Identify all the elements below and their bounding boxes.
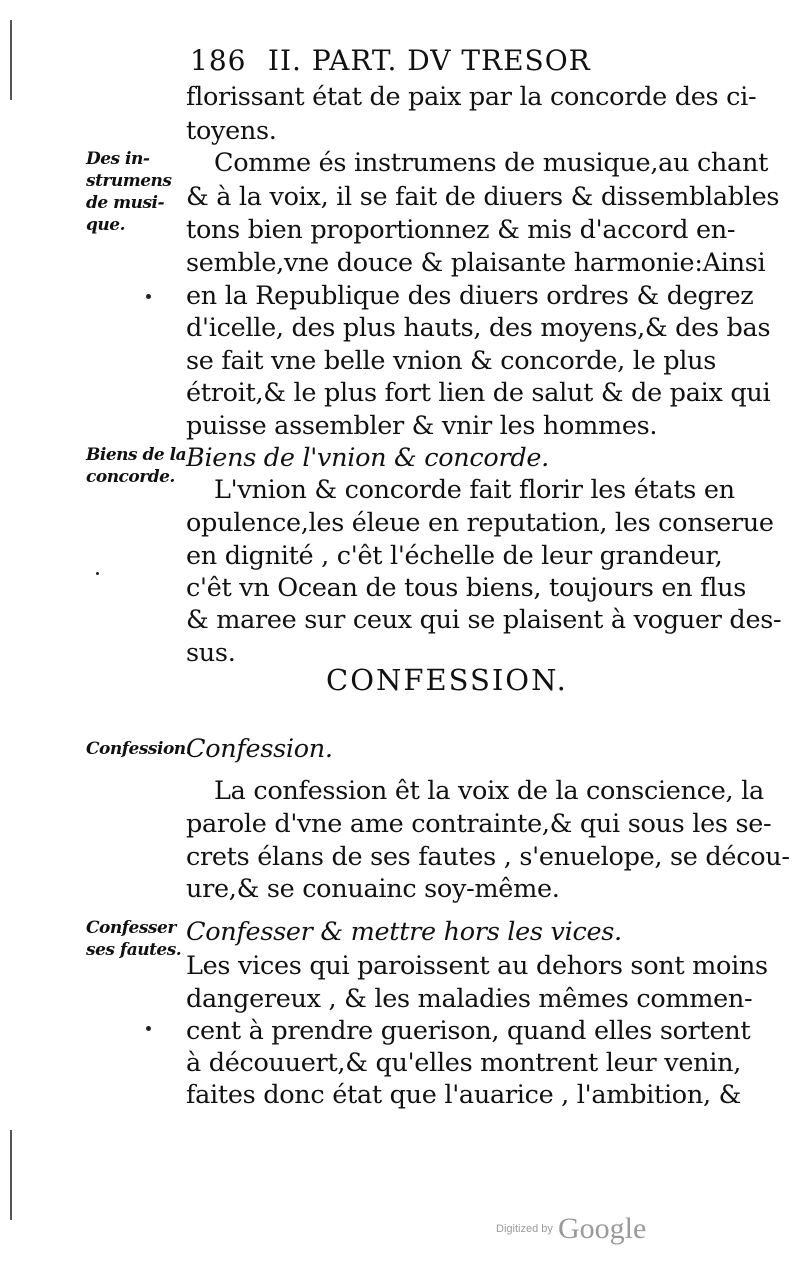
text-line: La confession êt la voix de la conscience, la xyxy=(214,776,764,806)
watermark-prefix: Digitized by xyxy=(496,1223,553,1235)
text-line: parole d'vne ame contrainte,& qui sous les se- xyxy=(186,809,772,839)
text-line: semble,vne douce & plaisante harmonie:Ainsi xyxy=(186,248,766,278)
text-line: opulence,les éleue en reputation, les conserue xyxy=(186,508,774,538)
subheading: Confesser & mettre hors les vices. xyxy=(186,917,622,947)
margin-note-line: Biens de la xyxy=(86,445,187,465)
margin-note-line: Des in- xyxy=(86,149,150,169)
text-line: c'êt vn Ocean de tous biens, toujours en flus xyxy=(186,573,747,603)
margin-note xyxy=(86,917,182,961)
print-speck xyxy=(146,1026,151,1031)
print-speck xyxy=(146,294,151,299)
margin-note-line: strumens xyxy=(86,171,172,191)
text-line: Les vices qui paroissent au dehors sont moins xyxy=(186,951,768,981)
text-line: se fait vne belle vnion & concorde, le plus xyxy=(186,346,716,376)
scan-edge-mark xyxy=(10,1130,12,1220)
text-line: cent à prendre guerison, quand elles sortent xyxy=(186,1016,751,1046)
text-line: étroit,& le plus fort lien de salut & de paix qui xyxy=(186,378,771,408)
text-line: crets élans de ses fautes , s'enuelope, se décou- xyxy=(186,842,790,872)
text-line: Comme és instrumens de musique,au chant xyxy=(214,148,769,178)
margin-note-line: Confesser xyxy=(86,918,176,938)
margin-note xyxy=(86,738,192,760)
margin-note-line: que. xyxy=(86,215,125,235)
subheading: Confession. xyxy=(186,734,333,764)
running-title: II. PART. DV TRESOR xyxy=(267,44,591,77)
text-line: & maree sur ceux qui se plaisent à voguer des- xyxy=(186,605,782,635)
text-line: ure,& se conuainc soy-même. xyxy=(186,874,560,904)
text-line: florissant état de paix par la concorde des ci- xyxy=(186,82,757,112)
section-heading: CONFESSION. xyxy=(326,663,568,697)
text-line: à découuert,& qu'elles montrent leur venin, xyxy=(186,1048,742,1078)
margin-note xyxy=(86,444,187,488)
page-number: 186 xyxy=(190,44,247,77)
google-logo: Google xyxy=(557,1212,647,1245)
text-line: L'vnion & concorde fait florir les états en xyxy=(214,475,735,505)
text-line: en dignité , c'êt l'échelle de leur grandeur, xyxy=(186,541,723,571)
scan-edge-mark xyxy=(10,20,12,100)
margin-note xyxy=(86,148,182,236)
text-line: d'icelle, des plus hauts, des moyens,& des bas xyxy=(186,313,771,343)
margin-note-line: Confession. xyxy=(86,739,192,759)
text-line: puisse assembler & vnir les hommes. xyxy=(186,411,658,441)
margin-note-line: concorde. xyxy=(86,467,175,487)
subheading: Biens de l'vnion & concorde. xyxy=(186,443,549,473)
running-header xyxy=(190,44,710,77)
digitization-watermark xyxy=(496,1212,646,1246)
text-line: & à la voix, il se fait de diuers & dissemblables xyxy=(186,182,780,212)
text-line: faites donc état que l'auarice , l'ambition, & xyxy=(186,1080,741,1110)
text-line: dangereux , & les maladies mêmes commen- xyxy=(186,984,753,1014)
margin-note-line: de musi- xyxy=(86,193,165,213)
text-line: sus. xyxy=(186,638,236,668)
text-line: toyens. xyxy=(186,116,277,146)
text-line: en la Republique des diuers ordres & degrez xyxy=(186,281,754,311)
print-speck xyxy=(96,572,99,575)
text-line: tons bien proportionnez & mis d'accord en- xyxy=(186,215,736,245)
margin-note-line: ses fautes. xyxy=(86,940,182,960)
